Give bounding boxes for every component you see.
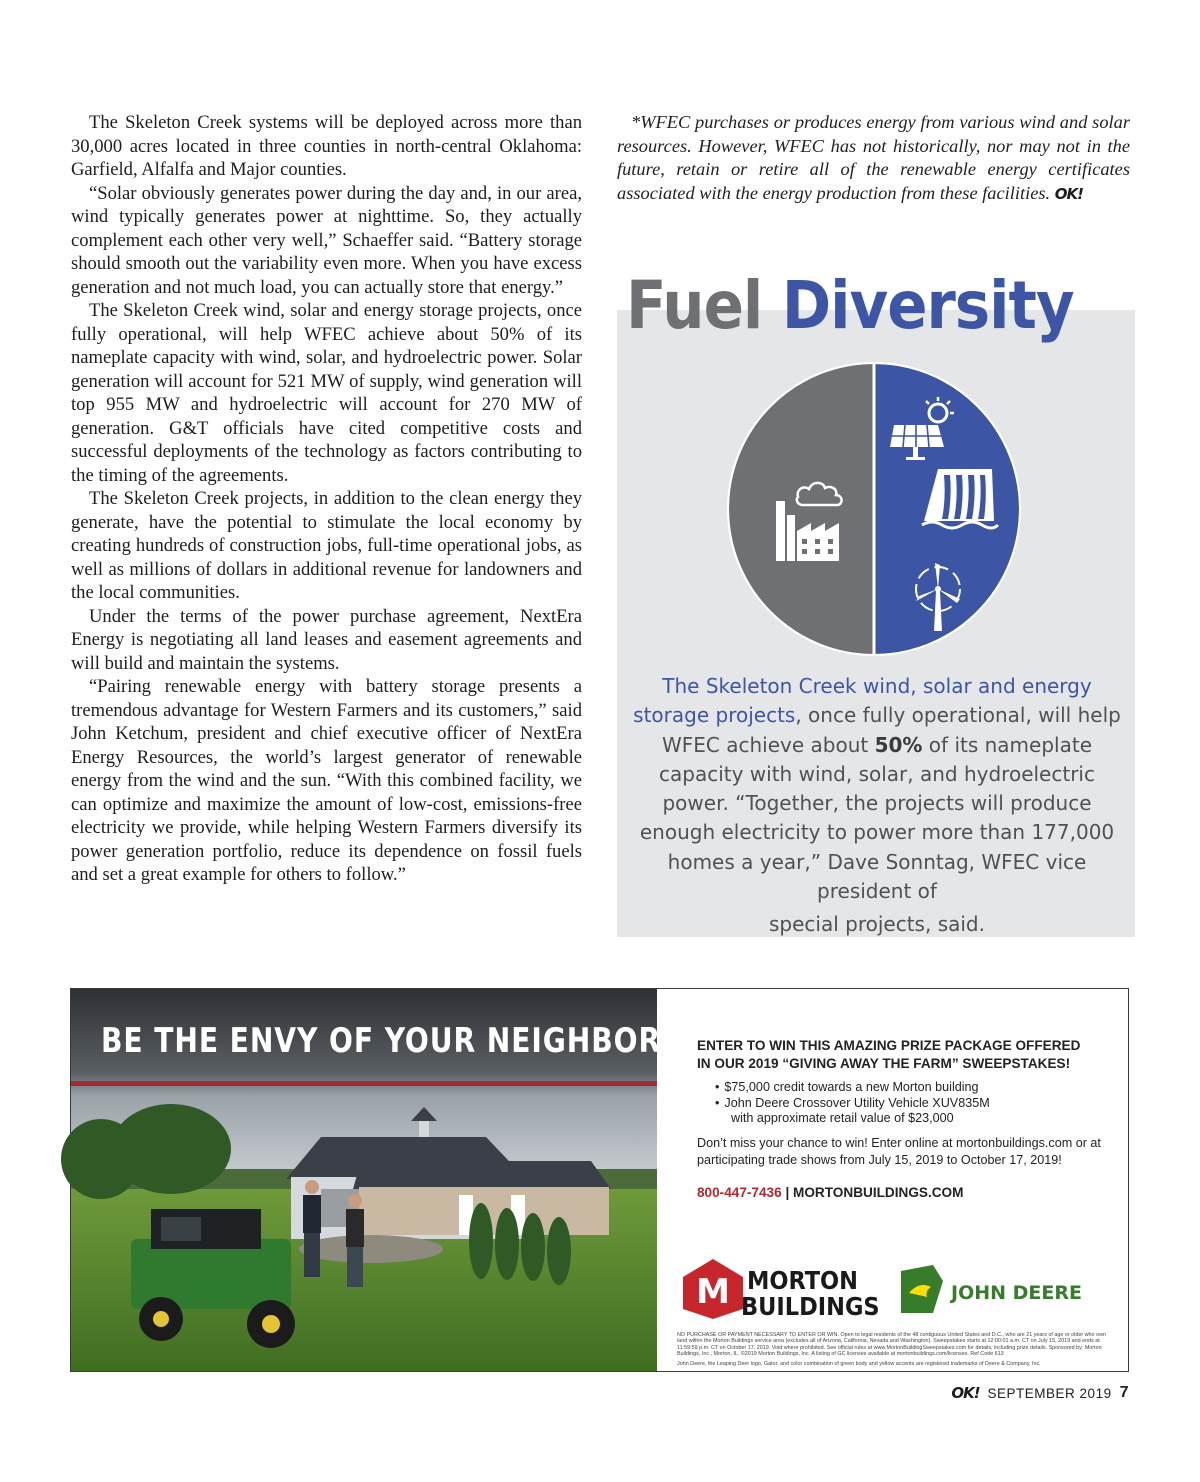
ad-offer-block [697, 1037, 1107, 1200]
page-folio [951, 1384, 1129, 1402]
prize-subline: with approximate retail value of $23,000 [731, 1111, 954, 1126]
article-paragraph: “Pairing renewable energy with battery storage presents a tremendous advantage for Western Farmers and its customers,” said John Ketchum, president and chief executive officer of NextEra Energy Resources, the world’s largest generator of renewable energy from the wind and the sun. “With this combined facility, we can optimize and maximize the amount of low-cost, emissions-free electricity we provide, while helping Western Farmers diversify its power generation portfolio, reduce its dependence on fossil fuels and set a great example for others to follow.” [71, 676, 582, 885]
article-paragraph: “Solar obviously generates power during the day and, in our area, wind typically generates power at nighttime. So, they actually complement each other very well,” Schaeffer said. “Battery storage should smooth out the variability even more. When you have excess generation and not much load, you can actually store that energy.” [71, 182, 582, 298]
caption-last: special projects, said. [769, 912, 985, 937]
offer-heading [697, 1037, 1107, 1072]
sidebar-caption [630, 672, 1124, 940]
footnote-text: *WFEC purchases or produces energy from various wind and solar resources. However, WFEC has not historically, nor may not in the future, retain or retire all of the renewable energy certificates associated with the energy production from these facilities. [617, 112, 1130, 203]
article-body [71, 111, 582, 887]
sweepstakes-rules: NO PURCHASE OR PAYMENT NECESSARY TO ENTER OR WIN. Open to legal residents of the 48 contiguous United States and D.C., who are 21 years of age or older who own land within the Morton Buildings service area (excludes all of Arizona, California, Nevada and Washington). Sweepstakes starts at 12:00:01 a.m. CT on July 15, 2019 and ends at 11:59:59 p.m. CT on October 17, 2019. Void where prohibited. See official rules at www.MortonBuildingSweepstakes.com for details, including prize details. Sponsored by: Morton Buildings, Inc., Morton, IL. ©2019 Morton Buildings, Inc. A listing of GC licenses available at mortonbuildings.com/licenses. Ref Code 613 [677, 1332, 1106, 1358]
trademark-notice: John Deere, the Leaping Deer logo, Gator, and color combination of green body and yellow accents are registered trademarks of Deere & Company, Inc. [677, 1360, 1041, 1367]
ad-headline: BE THE ENVY OF YOUR NEIGHBORHOOD [101, 1021, 760, 1061]
sidebar-title [626, 266, 1074, 346]
issue-date: SEPTEMBER 2019 [987, 1385, 1112, 1401]
morton-buildings-logo [683, 1259, 880, 1321]
contact-line [697, 1185, 1107, 1200]
offer-body: Don’t miss your chance to win! Enter online at mortonbuildings.com or at participating trade shows from July 15, 2019 to October 17, 2019! [697, 1135, 1101, 1167]
website-link[interactable]: MORTONBUILDINGS.COM [793, 1184, 964, 1200]
offer-line-1: ENTER TO WIN THIS AMAZING PRIZE PACKAGE OFFERED [697, 1038, 1081, 1053]
buildings-word: BUILDINGS [741, 1292, 880, 1321]
footnote [617, 111, 1130, 206]
article-paragraph: The Skeleton Creek systems will be deployed across more than 30,000 acres located in three counties in north-central Oklahoma: Garfield, Alfalfa and Major counties. [71, 112, 582, 180]
phone-link[interactable]: 800-447-7436 [697, 1184, 782, 1200]
fine-print [677, 1332, 1107, 1370]
pie-slice-fossil [728, 363, 874, 655]
caption-percent: 50% [874, 732, 923, 757]
contact-separator: | [785, 1184, 790, 1200]
svg-text:M: M [696, 1272, 730, 1312]
ok-end-mark-logo: OK! [1054, 184, 1083, 203]
john-deere-logo [901, 1265, 1082, 1313]
john-deere-word: JOHN DEERE [951, 1282, 1082, 1304]
sponsor-logos [679, 1257, 1119, 1321]
fuel-diversity-pie-chart [726, 361, 1022, 657]
offer-line-2: IN OUR 2019 “GIVING AWAY THE FARM” SWEEPSTAKES! [697, 1055, 1071, 1071]
page-number: 7 [1119, 1384, 1129, 1401]
caption-mid: , once fully operational, will help WFEC achieve about [661, 703, 1121, 757]
title-word-fuel: Fuel [626, 267, 763, 344]
morton-advertisement[interactable] [70, 988, 1129, 1372]
ok-logo: OK! [951, 1384, 980, 1402]
prize-list [715, 1080, 1107, 1127]
title-word-diversity: Diversity [781, 267, 1074, 344]
prize-item: • $75,000 credit towards a new Morton building [715, 1080, 1107, 1096]
article-paragraph: Under the terms of the power purchase agreement, NextEra Energy is negotiating all land leases and easement agreements and will build and maintain the systems. [71, 605, 582, 674]
caption-highlight: The Skeleton Creek wind, solar and energy storage projects [633, 674, 1092, 728]
article-paragraph: The Skeleton Creek wind, solar and energy storage projects, once fully operational, will help WFEC achieve about 50% of its nameplate capacity with wind, solar, and hydroelectric power. Solar generation will account for 521 MW of supply, wind generation will top 955 MW and hydroelectric will account for 270 MW of generation. G&T officials have cited competitive costs and successful deployments of the technology as factors contributing to the timing of the agreements. [71, 300, 582, 486]
morton-word: MORTON [747, 1266, 858, 1295]
prize-item: • John Deere Crossover Utility Vehicle XUV835M [715, 1096, 1107, 1112]
article-paragraph: The Skeleton Creek projects, in addition to the clean energy they generate, have the potential to stimulate the local economy by creating hundreds of construction jobs, full-time operational jobs, as well as millions of dollars in additional revenue for landowners and the local communities. [71, 488, 582, 603]
caption-end: of its nameplate capacity with wind, solar, and hydroelectric power. “Together, the projects will produce enough electricity to power more than 177,000 homes a year,” Dave Sonntag, WFEC vice president of [639, 732, 1115, 904]
